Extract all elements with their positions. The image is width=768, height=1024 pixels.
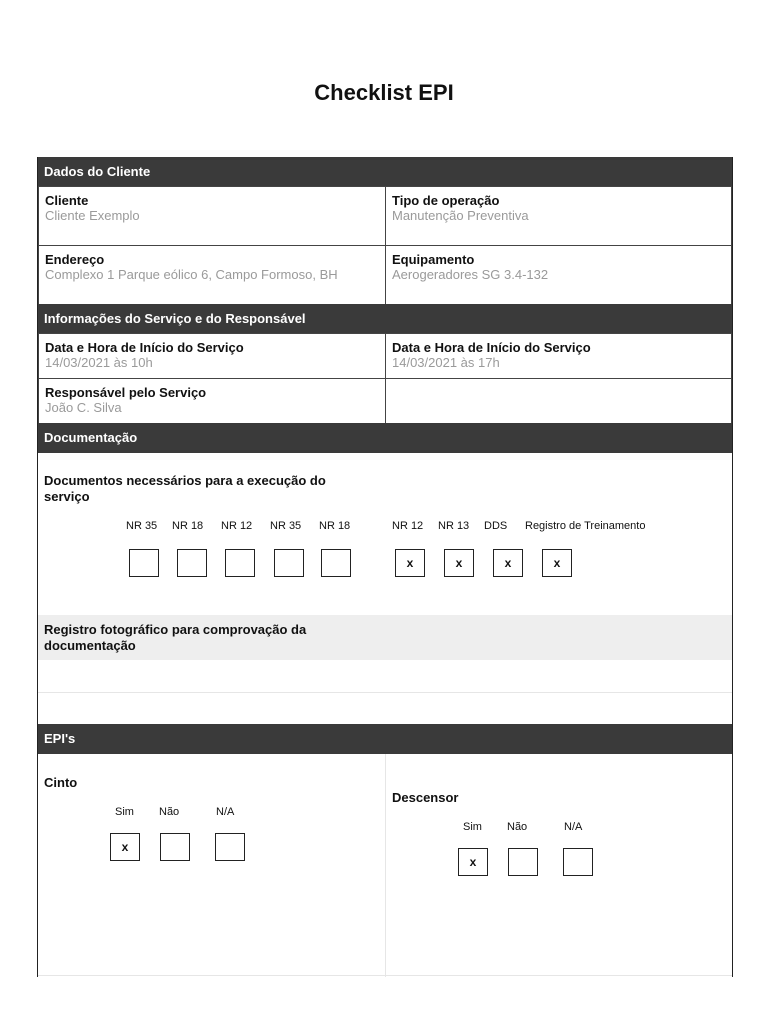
- doc-checkbox-2[interactable]: [225, 549, 255, 577]
- descensor-option-nao: Não: [507, 821, 528, 833]
- descensor-checkbox-sim[interactable]: x: [458, 848, 488, 876]
- cinto-option-na: N/A: [216, 806, 235, 818]
- field-label: Data e Hora de Início do Serviço: [45, 340, 244, 355]
- doc-checkbox-8[interactable]: x: [542, 549, 572, 577]
- doc-label-0: NR 35: [126, 520, 158, 532]
- descensor-checkbox-nao[interactable]: [508, 848, 538, 876]
- doc-label-6: NR 13: [438, 520, 470, 532]
- field-value[interactable]: 14/03/2021 às 17h: [392, 355, 500, 370]
- section-header-docs: Documentação: [38, 423, 732, 453]
- field-label: Cliente: [45, 193, 89, 208]
- descensor-option-na: N/A: [564, 821, 583, 833]
- field-data-fim: [385, 333, 732, 379]
- field-endereco: [38, 245, 386, 305]
- field-empty: [385, 378, 732, 424]
- descensor-checkbox-na[interactable]: [563, 848, 593, 876]
- doc-label-2: NR 12: [221, 520, 253, 532]
- doc-checkbox-3[interactable]: [274, 549, 304, 577]
- doc-checkbox-4[interactable]: [321, 549, 351, 577]
- doc-label-4: NR 18: [319, 520, 351, 532]
- field-tipo-operacao: [385, 186, 732, 246]
- cinto-checkbox-sim[interactable]: x: [110, 833, 140, 861]
- field-responsavel: [38, 378, 386, 424]
- section-header-client: Dados do Cliente: [38, 157, 732, 187]
- epi-cinto-label: Cinto: [44, 775, 78, 790]
- field-equipamento: [385, 245, 732, 305]
- column-divider: [385, 754, 386, 977]
- page-title: Checklist EPI: [314, 80, 454, 105]
- field-value[interactable]: Manutenção Preventiva: [392, 208, 529, 223]
- section-header-epi: EPI's: [38, 724, 732, 754]
- field-value[interactable]: 14/03/2021 às 10h: [45, 355, 153, 370]
- descensor-option-sim: Sim: [463, 821, 482, 833]
- field-label: Data e Hora de Início do Serviço: [392, 340, 591, 355]
- field-label: Equipamento: [392, 252, 475, 267]
- cinto-option-sim: Sim: [115, 806, 134, 818]
- row-divider: [38, 692, 732, 693]
- cinto-checkbox-nao[interactable]: [160, 833, 190, 861]
- field-value[interactable]: Aerogeradores SG 3.4-132: [392, 267, 549, 282]
- doc-label-1: NR 18: [172, 520, 204, 532]
- field-label: Responsável pelo Serviço: [45, 385, 207, 400]
- docs-needed-label: Documentos necessários para a execução do serviço: [44, 473, 326, 504]
- field-label: Tipo de operação: [392, 193, 500, 208]
- cinto-option-nao: Não: [159, 806, 180, 818]
- doc-checkbox-6[interactable]: x: [444, 549, 474, 577]
- checklist-form: [37, 157, 733, 977]
- field-value[interactable]: João C. Silva: [45, 400, 122, 415]
- row-divider-bottom: [38, 975, 732, 976]
- doc-label-3: NR 35: [270, 520, 302, 532]
- epi-descensor-label: Descensor: [392, 790, 459, 805]
- field-value[interactable]: Cliente Exemplo: [45, 208, 140, 223]
- field-data-inicio: [38, 333, 386, 379]
- field-label: Endereço: [45, 252, 105, 267]
- cinto-checkbox-na[interactable]: [215, 833, 245, 861]
- doc-checkbox-1[interactable]: [177, 549, 207, 577]
- doc-label-7: DDS: [484, 520, 508, 532]
- doc-checkbox-0[interactable]: [129, 549, 159, 577]
- photo-label: Registro fotográfico para comprovação da documentação: [44, 622, 307, 653]
- doc-label-5: NR 12: [392, 520, 424, 532]
- doc-checkbox-7[interactable]: x: [493, 549, 523, 577]
- section-header-service: Informações do Serviço e do Responsável: [38, 304, 732, 334]
- field-cliente: [38, 186, 386, 246]
- field-value[interactable]: Complexo 1 Parque eólico 6, Campo Formoso, BH: [45, 267, 338, 282]
- doc-checkbox-5[interactable]: x: [395, 549, 425, 577]
- doc-label-8: Registro de Treinamento: [525, 520, 646, 532]
